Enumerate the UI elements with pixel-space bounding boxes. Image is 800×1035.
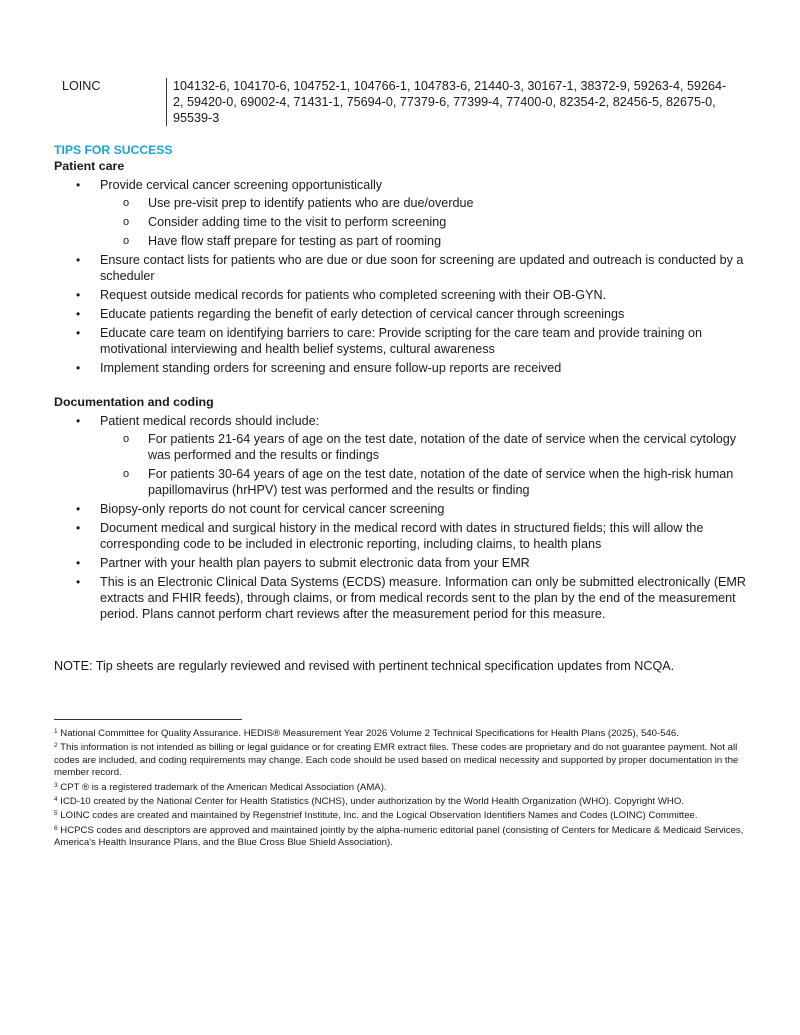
footnotes — [54, 726, 754, 850]
footnote-text: National Committee for Quality Assurance. HEDIS® Measurement Year 2026 Volume 2 Technical Specifications for Health Plans (2025), 540-546. — [57, 728, 679, 739]
bullet-icon: • — [76, 414, 81, 428]
documentation-heading: Documentation and coding — [54, 395, 214, 409]
sub-list-item-text: Consider adding time to the visit to perform screening — [148, 215, 447, 229]
footnote — [54, 740, 754, 779]
documentation-section — [54, 394, 754, 625]
list-item-text: This is an Electronic Clinical Data Systems (ECDS) measure. Information can only be submitted electronically (EMR extracts and FHIR feeds), through claims, or from medical records sent to the plan by the end of the measurement period. Plans cannot perform chart reviews after the measurement period for this measure. — [100, 575, 747, 621]
patient-care-section — [54, 158, 754, 379]
loinc-label: LOINC — [62, 79, 101, 93]
circle-bullet-icon: o — [123, 197, 130, 209]
patient-care-heading: Patient care — [54, 159, 125, 173]
footnote-number: 6 — [54, 824, 58, 832]
footnote — [54, 794, 754, 808]
footnote-divider — [54, 719, 242, 720]
note — [54, 658, 674, 674]
footnote — [54, 726, 754, 740]
bullet-icon: • — [76, 307, 81, 321]
list-item-text: Implement standing orders for screening and ensure follow-up reports are received — [100, 361, 562, 375]
bullet-icon: • — [76, 575, 81, 589]
footnote-text: HCPCS codes and descriptors are approved and maintained jointly by the alpha-numeric editorial panel (consisting of Centers for Medicare & Medicaid Services, America's Health Insurance Plans, and the Blue Cross Blue Shield Association). — [54, 824, 744, 849]
list-item-text: Provide cervical cancer screening opportunistically — [100, 178, 383, 192]
footnote-text: LOINC codes are created and maintained by Regenstrief Institute, Inc. and the Logical Observation Identifiers Names and Codes (LOINC) Committee. — [57, 810, 698, 822]
loinc-row — [54, 78, 754, 126]
footnote-text: This information is not intended as billing or legal guidance or for creating EMR extract files. These codes are proprietary and do not guarantee payment. Not all codes are included, and coding requirements may change. Each code should be used based on medical necessity and supported by proper documentation in the member record. — [54, 742, 739, 779]
circle-bullet-icon: o — [123, 216, 130, 228]
list-item — [54, 252, 754, 284]
list-item — [54, 325, 754, 357]
sub-list-item-text: Use pre-visit prep to identify patients who are due/overdue — [148, 196, 474, 210]
circle-bullet-icon: o — [123, 235, 130, 247]
list-item-text: Educate care team on identifying barriers to care: Provide scripting for the care team and provide training on motivational interviewing and health belief systems, cultural awareness — [100, 326, 703, 356]
sub-list — [100, 431, 754, 498]
list-item-text: Ensure contact lists for patients who are due or due soon for screening are updated and outreach is conducted by a scheduler — [100, 253, 744, 283]
list-item-text: Request outside medical records for patients who completed screening with their OB-GYN. — [100, 288, 607, 302]
bullet-icon: • — [76, 521, 81, 535]
footnote-text: CPT ® is a registered trademark of the American Medical Association (AMA). — [57, 781, 387, 793]
list-item — [54, 177, 754, 249]
footnote-number: 2 — [54, 742, 58, 750]
footnote-number: 3 — [54, 781, 58, 789]
sub-list-item-text: Have flow staff prepare for testing as part of rooming — [148, 234, 442, 248]
sub-list — [100, 195, 754, 249]
sub-list-item — [100, 195, 754, 211]
sub-list-item-text: For patients 21-64 years of age on the test date, notation of the date of service when the cervical cytology was performed and the results or findings — [148, 432, 737, 462]
list-item — [54, 574, 754, 622]
bullet-icon: • — [76, 502, 81, 516]
footnote-text: ICD-10 created by the National Center for Health Statistics (NCHS), under authorization by the World Health Organization (WHO). Copyright WHO. — [57, 796, 684, 808]
bullet-icon: • — [76, 288, 81, 302]
sub-list-item — [100, 431, 754, 463]
loinc-codes: 104132-6, 104170-6, 104752-1, 104766-1, 104783-6, 21440-3, 30167-1, 38372-9, 59263-4, 59264-2, 59420-0, 69002-4, 71431-1, 75694-0, 77379-6, 77399-4, 77400-0, 82354-2, 82456-5, 82675-0, 95539-3 — [166, 78, 733, 126]
list-item — [54, 555, 754, 571]
bullet-icon: • — [76, 326, 81, 340]
footnote-number: 4 — [54, 796, 58, 804]
documentation-list — [54, 413, 754, 622]
list-item — [54, 501, 754, 517]
list-item-text: Patient medical records should include: — [100, 414, 320, 428]
list-item-text: Biopsy-only reports do not count for cervical cancer screening — [100, 502, 445, 516]
footnote — [54, 780, 754, 794]
footnote-number: 1 — [54, 728, 58, 735]
list-item-text: Document medical and surgical history in the medical record with dates in structured fields; this will allow the corresponding code to be included in electronic reporting, including claims, to health plans — [100, 521, 704, 551]
sub-list-item — [100, 466, 754, 498]
list-item — [54, 306, 754, 322]
tips-heading: TIPS FOR SUCCESS — [54, 143, 173, 157]
circle-bullet-icon: o — [123, 468, 130, 480]
sub-list-item — [100, 233, 754, 249]
bullet-icon: • — [76, 253, 81, 267]
list-item-text: Educate patients regarding the benefit of early detection of cervical cancer through screenings — [100, 307, 625, 321]
sub-list-item-text: For patients 30-64 years of age on the test date, notation of the date of service when the high-risk human papillomavirus (hrHPV) test was performed and the results or finding — [148, 467, 734, 497]
footnote-number: 5 — [54, 810, 58, 818]
bullet-icon: • — [76, 556, 81, 570]
bullet-icon: • — [76, 178, 81, 192]
list-item — [54, 360, 754, 376]
note-label: NOTE: — [54, 659, 93, 673]
sub-list-item — [100, 214, 754, 230]
list-item — [54, 413, 754, 498]
list-item-text: Partner with your health plan payers to submit electronic data from your EMR — [100, 556, 530, 570]
circle-bullet-icon: o — [123, 433, 130, 445]
bullet-icon: • — [76, 361, 81, 375]
note-text: Tip sheets are regularly reviewed and revised with pertinent technical specification updates from NCQA. — [92, 659, 675, 673]
patient-care-list — [54, 177, 754, 376]
list-item — [54, 287, 754, 303]
footnote — [54, 808, 754, 822]
list-item — [54, 520, 754, 552]
footnote — [54, 823, 754, 850]
